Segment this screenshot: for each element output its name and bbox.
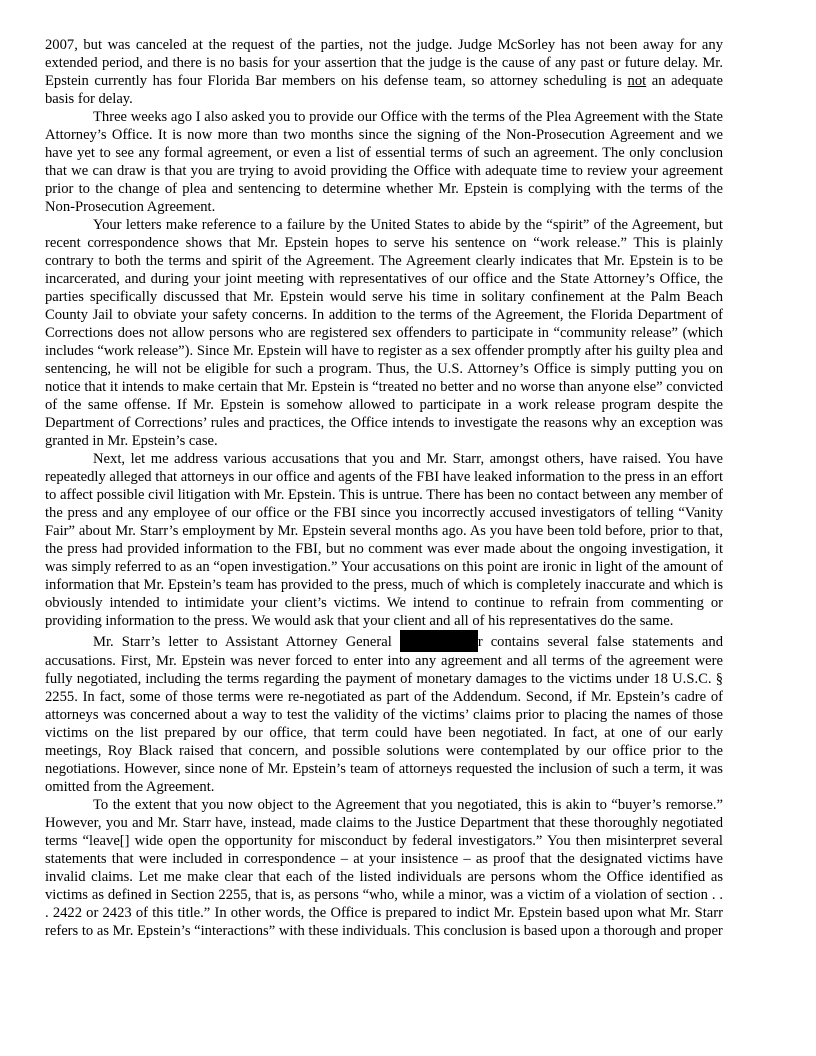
underlined-not: not <box>627 73 647 89</box>
letter-page <box>45 36 723 940</box>
paragraph-2: Three weeks ago I also asked you to provide our Office with the terms of the Plea Agreement with the State Attorney’s Office. It is now more than two months since the signing of the Non-Prosecution Agreement and we have yet to see any formal agreement, or even a list of essential terms of such an agreement. The only conclusion that we can draw is that you are trying to avoid providing the Office with adequate time to review your agreement prior to the change of plea and sentencing to determine whether Mr. Epstein is complying with the terms of the Non-Prosecution Agreement. <box>45 109 723 215</box>
paragraph-1 <box>45 36 723 108</box>
paragraph-1-text-a: 2007, but was canceled at the request of the parties, not the judge. Judge McSorley has not been away for any extended period, and there is no basis for your assertion that the judge is the cause of any past or future delay. Mr. Epstein currently has four Florida Bar members on his defense team, so attorney scheduling is <box>45 37 723 89</box>
redaction-block <box>400 630 478 652</box>
paragraph-5-text-b: r contains several false statements and accusations. First, Mr. Epstein was never forced to enter into any agreement and all terms of the agreement were fully negotiated, including the terms regarding the payment of monetary damages to the victims under 18 U.S.C. § 2255. In fact, some of those terms were re-negotiated as part of the Addendum. Second, if Mr. Epstein’s cadre of attorneys was concerned about a way to test the validity of the victims’ claims prior to placing the names of those victims on the list prepared by our office, that term could have been negotiated. In fact, at one of our early meetings, Roy Black raised that concern, and possible solutions were contemplated by our office prior to the negotiations. However, since none of Mr. Epstein’s team of attorneys requested the inclusion of such a term, it was omitted from the Agreement. <box>45 634 723 795</box>
paragraph-1-text-c: an adequate basis for delay. <box>45 73 723 107</box>
paragraph-5 <box>45 630 723 796</box>
paragraph-6: To the extent that you now object to the Agreement that you negotiated, this is akin to “buyer’s remorse.” However, you and Mr. Starr have, instead, made claims to the Justice Department that these thoroughly negotiated terms “leave[] wide open the opportunity for misconduct by federal investigators.” You then misinterpret several statements that were included in correspondence – at your insistence – as proof that the designated victims have invalid claims. Let me make clear that each of the listed individuals are persons whom the Office identified as victims as defined in Section 2255, that is, as persons “who, while a minor, was a victim of a violation of section . . . 2422 or 2423 of this title.” In other words, the Office is prepared to indict Mr. Epstein based upon what Mr. Starr refers to as Mr. Epstein’s “interactions” with these individuals. This conclusion is based upon a thorough and proper <box>45 797 723 939</box>
paragraph-4: Next, let me address various accusations that you and Mr. Starr, amongst others, have raised. You have repeatedly alleged that attorneys in our office and agents of the FBI have leaked information to the press in an effort to affect possible civil litigation with Mr. Epstein. This is untrue. There has been no contact between any member of the press and any employee of our office or the FBI since you incorrectly accused investigators of telling “Vanity Fair” about Mr. Starr’s employment by Mr. Epstein several months ago. As you have been told before, prior to that, the press had provided information to the FBI, but no comment was ever made about the ongoing investigation, it was simply referred to as an “open investigation.” Your accusations on this point are ironic in light of the amount of information that Mr. Epstein’s team has provided to the press, much of which is completely inaccurate and which is obviously intended to intimidate your client’s victims. We intend to continue to refrain from commenting or providing information to the press. We would ask that your client and all of his representatives do the same. <box>45 451 723 629</box>
paragraph-5-text-a: Mr. Starr’s letter to Assistant Attorney General <box>93 634 400 650</box>
paragraph-3: Your letters make reference to a failure by the United States to abide by the “spirit” of the Agreement, but recent correspondence shows that Mr. Epstein hopes to serve his sentence on “work release.” This is plainly contrary to both the terms and spirit of the Agreement. The Agreement clearly indicates that Mr. Epstein is to be incarcerated, and during your joint meeting with representatives of our office and the State Attorney’s Office, the parties specifically discussed that Mr. Epstein would serve his time in solitary confinement at the Palm Beach County Jail to obviate your safety concerns. In addition to the terms of the Agreement, the Florida Department of Corrections does not allow persons who are registered sex offenders to participate in “community release” (which includes “work release”). Since Mr. Epstein will have to register as a sex offender promptly after his guilty plea and sentencing, he will not be eligible for such a program. Thus, the U.S. Attorney’s Office is simply putting you on notice that it intends to make certain that Mr. Epstein is “treated no better and no worse than anyone else” convicted of the same offense. If Mr. Epstein is somehow allowed to participate in a work release program despite the Department of Corrections’ rules and practices, the Office intends to investigate the reasons why an exception was granted in Mr. Epstein’s case. <box>45 217 723 449</box>
